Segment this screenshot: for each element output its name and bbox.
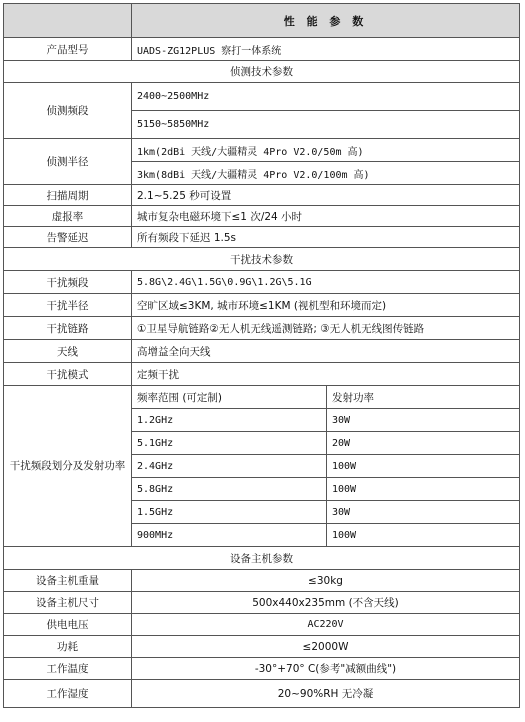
header-row bbox=[4, 4, 520, 38]
detection-section-title: 侦测技术参数 bbox=[4, 61, 520, 83]
power-label: 功耗 bbox=[4, 636, 132, 658]
temp-value: -30°+70° C(参考"减额曲线") bbox=[132, 658, 520, 680]
supply-row bbox=[4, 614, 520, 636]
power-row bbox=[4, 636, 520, 658]
detection-radius-value-1: 1km(2dBi 天线/大疆精灵 4Pro V2.0/50m 高) bbox=[132, 139, 520, 162]
split-range-cell: 5.8GHz bbox=[132, 478, 327, 501]
host-weight-label: 设备主机重量 bbox=[4, 570, 132, 592]
jamming-band-row bbox=[4, 271, 520, 294]
split-label: 干扰频段划分及发射功率 bbox=[4, 386, 132, 547]
detection-section-row bbox=[4, 61, 520, 83]
humidity-value: 20~90%RH 无冷凝 bbox=[132, 680, 520, 708]
antenna-row bbox=[4, 340, 520, 363]
split-power-cell: 100W bbox=[327, 478, 520, 501]
humidity-row bbox=[4, 680, 520, 708]
split-power-cell: 30W bbox=[327, 409, 520, 432]
header-corner bbox=[4, 4, 132, 38]
antenna-value: 高增益全向天线 bbox=[132, 340, 520, 363]
alarm-delay-label: 告警延迟 bbox=[4, 227, 132, 248]
host-section-title: 设备主机参数 bbox=[4, 547, 520, 570]
false-alarm-row bbox=[4, 206, 520, 227]
host-section-row bbox=[4, 547, 520, 570]
scan-value: 2.1~5.25 秒可设置 bbox=[132, 185, 520, 206]
humidity-label: 工作湿度 bbox=[4, 680, 132, 708]
jamming-band-label: 干扰频段 bbox=[4, 271, 132, 294]
split-power-cell: 100W bbox=[327, 524, 520, 547]
jamming-radius-row bbox=[4, 294, 520, 317]
split-header-row bbox=[4, 386, 520, 409]
temp-row bbox=[4, 658, 520, 680]
scan-row bbox=[4, 185, 520, 206]
host-size-label: 设备主机尺寸 bbox=[4, 592, 132, 614]
split-header-range: 频率范围 (可定制) bbox=[132, 386, 327, 409]
split-power-cell: 30W bbox=[327, 501, 520, 524]
false-alarm-label: 虚报率 bbox=[4, 206, 132, 227]
host-size-value: 500x440x235mm (不含天线) bbox=[132, 592, 520, 614]
detection-radius-row-1 bbox=[4, 139, 520, 162]
detection-freq-row-1 bbox=[4, 83, 520, 111]
scan-label: 扫描周期 bbox=[4, 185, 132, 206]
host-weight-row bbox=[4, 570, 520, 592]
jamming-mode-label: 干扰模式 bbox=[4, 363, 132, 386]
host-weight-value: ≤30kg bbox=[132, 570, 520, 592]
jamming-link-label: 干扰链路 bbox=[4, 317, 132, 340]
power-value: ≤2000W bbox=[132, 636, 520, 658]
page-title: 性 能 参 数 bbox=[132, 4, 520, 38]
jamming-section-row bbox=[4, 248, 520, 271]
false-alarm-value: 城市复杂电磁环境下≤1 次/24 小时 bbox=[132, 206, 520, 227]
detection-freq-value-2: 5150~5850MHz bbox=[132, 111, 520, 139]
jamming-section-title: 干扰技术参数 bbox=[4, 248, 520, 271]
jamming-mode-value: 定频干扰 bbox=[132, 363, 520, 386]
supply-label: 供电电压 bbox=[4, 614, 132, 636]
jamming-radius-value: 空旷区域≤3KM, 城市环境≤1KM (视机型和环境而定) bbox=[132, 294, 520, 317]
split-range-cell: 2.4GHz bbox=[132, 455, 327, 478]
jamming-mode-row bbox=[4, 363, 520, 386]
split-range-cell: 5.1GHz bbox=[132, 432, 327, 455]
alarm-delay-row bbox=[4, 227, 520, 248]
model-label: 产品型号 bbox=[4, 38, 132, 61]
detection-radius-value-2: 3km(8dBi 天线/大疆精灵 4Pro V2.0/100m 高) bbox=[132, 162, 520, 185]
split-range-cell: 1.2GHz bbox=[132, 409, 327, 432]
antenna-label: 天线 bbox=[4, 340, 132, 363]
jamming-radius-label: 干扰半径 bbox=[4, 294, 132, 317]
detection-radius-label: 侦测半径 bbox=[4, 139, 132, 185]
temp-label: 工作温度 bbox=[4, 658, 132, 680]
jamming-link-value: ①卫星导航链路②无人机无线遥测链路; ③无人机无线图传链路 bbox=[132, 317, 520, 340]
host-size-row bbox=[4, 592, 520, 614]
supply-value: AC220V bbox=[132, 614, 520, 636]
split-range-cell: 1.5GHz bbox=[132, 501, 327, 524]
split-header-power: 发射功率 bbox=[327, 386, 520, 409]
detection-freq-value-1: 2400~2500MHz bbox=[132, 83, 520, 111]
split-power-cell: 20W bbox=[327, 432, 520, 455]
split-range-cell: 900MHz bbox=[132, 524, 327, 547]
jamming-band-value: 5.8G\2.4G\1.5G\0.9G\1.2G\5.1G bbox=[132, 271, 520, 294]
alarm-delay-value: 所有频段下延迟 1.5s bbox=[132, 227, 520, 248]
detection-freq-label: 侦测频段 bbox=[4, 83, 132, 139]
model-row bbox=[4, 38, 520, 61]
split-power-cell: 100W bbox=[327, 455, 520, 478]
jamming-link-row bbox=[4, 317, 520, 340]
spec-table bbox=[3, 3, 520, 708]
model-value: UADS-ZG12PLUS 察打一体系统 bbox=[132, 38, 520, 61]
